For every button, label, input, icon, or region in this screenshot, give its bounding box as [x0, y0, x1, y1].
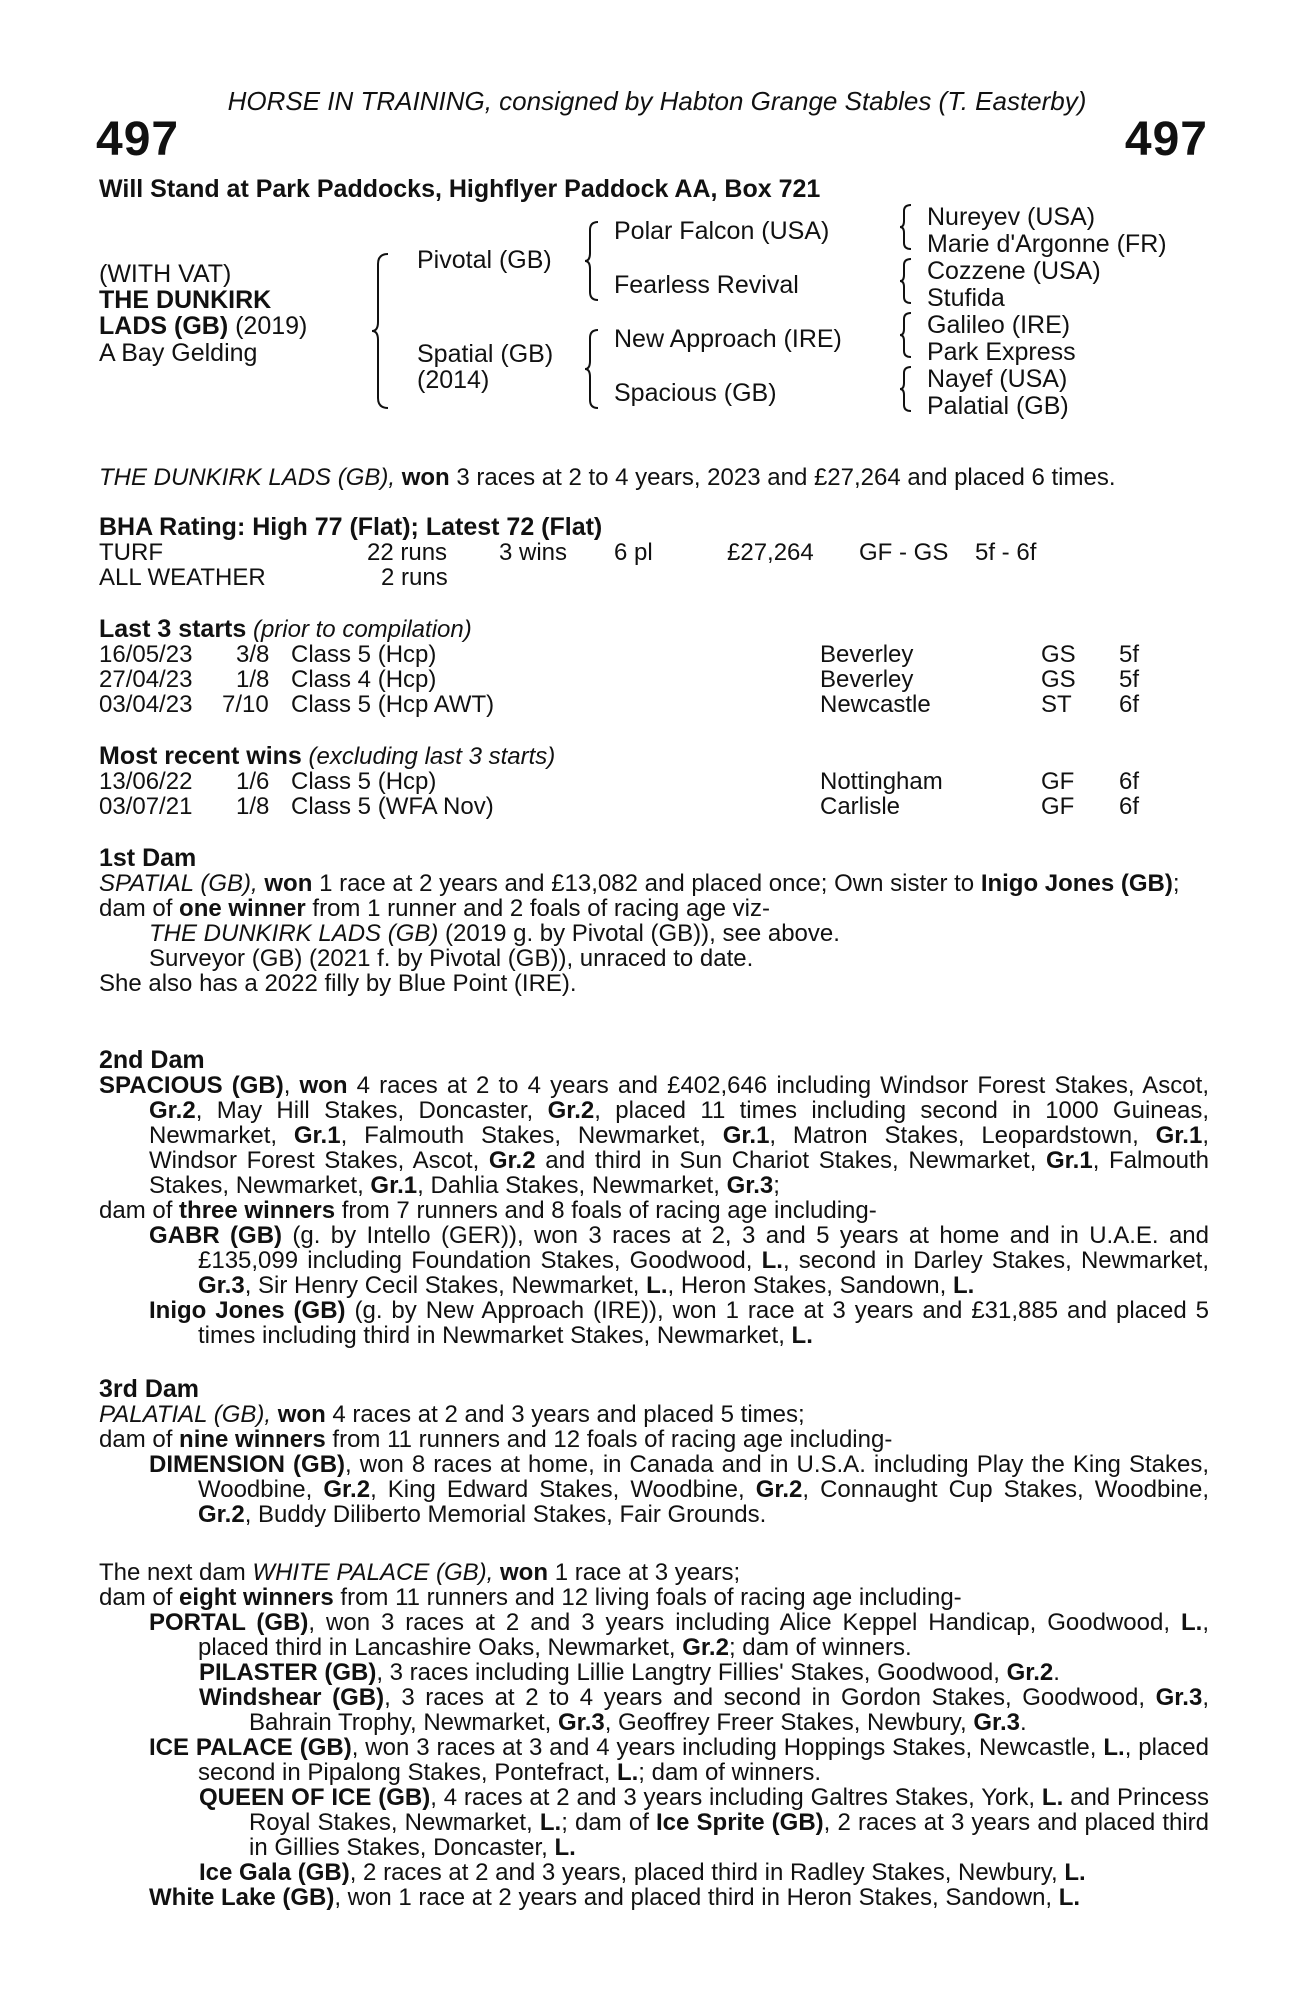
pedigree-brace	[898, 365, 916, 413]
win-row: 03/07/21 1/8 Class 5 (WFA Nov) Carlisle GF 6f	[99, 793, 1140, 820]
sire-dam: Fearless Revival	[614, 271, 799, 299]
recent-wins-block: Most recent wins (excluding last 3 starts) 13/06/22 1/6 Class 5 (Hcp) Nottingham GF 6f 03/07/21 1/8 Class 5 (WFA Nov) Carlisle GF 6f	[99, 744, 1209, 819]
last-starts-block: Last 3 starts (prior to compilation) 16/05/23 3/8 Class 5 (Hcp) Beverley GS 5f 27/04/23 1/8 Class 4 (Hcp) Beverley GS 5f 03/04/23 7/10 Class 5 (Hcp AWT) Newcastle ST 6f	[99, 617, 1209, 717]
dam-record: The next dam WHITE PALACE (GB), won 1 race at 3 years;	[99, 1559, 741, 1586]
ratings-block	[99, 515, 1209, 590]
third-dam-section	[99, 1377, 1209, 1527]
grandsire-1: Nureyev (USA)	[927, 203, 1096, 231]
race-summary: THE DUNKIRK LADS (GB), won 3 races at 2 to 4 years, 2023 and £27,264 and placed 6 times.	[99, 464, 1116, 491]
grandsire-4: Nayef (USA)	[927, 365, 1068, 393]
produce-item: PORTAL (GB), won 3 races at 2 and 3 years including Alice Keppel Handicap, Goodwood, L., placed third in Lancashire Oaks, Newmarket, Gr.2; dam of winners.	[149, 1609, 1209, 1661]
lot-number-left: 497	[96, 113, 180, 166]
pedigree-brace	[898, 257, 916, 305]
first-dam-section	[99, 846, 1209, 996]
granddam-3: Park Express	[927, 338, 1076, 366]
pedigree-table	[0, 200, 1314, 425]
win-row: 13/06/22 1/6 Class 5 (Hcp) Nottingham GF 6f	[99, 768, 1140, 795]
granddam-2: Stufida	[927, 284, 1005, 312]
horse-description: A Bay Gelding	[99, 339, 258, 367]
pedigree-brace	[583, 220, 603, 302]
start-row: 03/04/23 7/10 Class 5 (Hcp AWT) Newcastle ST 6f	[99, 691, 1140, 718]
pedigree-brace	[583, 328, 603, 410]
pedigree-brace	[898, 203, 916, 251]
dam-sire: New Approach (IRE)	[614, 325, 842, 353]
produce-item: QUEEN OF ICE (GB), 4 races at 2 and 3 years including Galtres Stakes, York, L. and Princess Royal Stakes, Newmarket, L.; dam of Ice Sprite (GB), 2 races at 3 years and placed third in Gillies Stakes, Doncaster, L.	[199, 1784, 1210, 1861]
produce-item: Inigo Jones (GB) (g. by New Approach (IRE)), won 1 race at 3 years and £31,885 and placed 5 times including third in Newmarket Stakes, Newmarket, L.	[149, 1297, 1209, 1349]
start-row: 27/04/23 1/8 Class 4 (Hcp) Beverley GS 5f	[99, 666, 1140, 693]
produce-item: GABR (GB) (g. by Intello (GER)), won 3 races at 2, 3 and 5 years at home and in U.A.E. and £135,099 including Foundation Stakes, Goodwood, L., second in Darley Stakes, Newmarket, Gr.3, Sir Henry Cecil Stakes, Newmarket, L., Heron Stakes, Sandown, L.	[149, 1222, 1209, 1299]
produce-item: DIMENSION (GB), won 8 races at home, in Canada and in U.S.A. including Play the King Stakes, Woodbine, Gr.2, King Edward Stakes, Woodbine, Gr.2, Connaught Cup Stakes, Woodbine, Gr.2, Buddy Diliberto Memorial Stakes, Fair Grounds.	[149, 1451, 1210, 1528]
section-heading: 2nd Dam	[99, 1046, 205, 1074]
start-row: 16/05/23 3/8 Class 5 (Hcp) Beverley GS 5f	[99, 641, 1140, 668]
produce-item: THE DUNKIRK LADS (GB) (2019 g. by Pivotal (GB)), see above.	[149, 920, 840, 947]
lot-header	[0, 86, 1314, 166]
produce-item: Ice Gala (GB), 2 races at 2 and 3 years, placed third in Radley Stakes, Newbury, L.	[199, 1859, 1086, 1886]
dam-record: SPATIAL (GB), won 1 race at 2 years and £13,082 and placed once; Own sister to Inigo Jones (GB);	[99, 870, 1180, 897]
dam-dam: Spacious (GB)	[614, 379, 777, 407]
horse-name-line2: LADS (GB) (2019)	[99, 312, 308, 340]
stand-location: Will Stand at Park Paddocks, Highflyer Paddock AA, Box 721	[99, 175, 821, 203]
horse-name-line1: THE DUNKIRK	[99, 286, 272, 314]
dam: Spatial (GB)	[417, 340, 554, 368]
dam-produce: dam of one winner from 1 runner and 2 foals of racing age viz-	[99, 895, 770, 922]
dam-record: SPACIOUS (GB), won 4 races at 2 to 4 years and £402,646 including Windsor Forest Stakes, Ascot, Gr.2, May Hill Stakes, Doncaster, Gr.2, placed 11 times including second in 1000 Guineas, Newmarket, Gr.1, Falmouth Stakes, Newmarket, Gr.1, Matron Stakes, Leopardstown, Gr.1, Windsor Forest Stakes, Ascot, Gr.2 and third in Sun Chariot Stakes, Newmarket, Gr.1, Falmouth Stakes, Newmarket, Gr.1, Dahlia Stakes, Newmarket, Gr.3;	[99, 1072, 1210, 1199]
pedigree-brace	[370, 252, 394, 410]
section-heading: 3rd Dam	[99, 1375, 200, 1403]
produce-item: Surveyor (GB) (2021 f. by Pivotal (GB)), unraced to date.	[149, 945, 754, 972]
produce-item: Windshear (GB), 3 races at 2 to 4 years and second in Gordon Stakes, Goodwood, Gr.3, Bahrain Trophy, Newmarket, Gr.3, Geoffrey Freer Stakes, Newbury, Gr.3.	[199, 1684, 1209, 1736]
granddam-4: Palatial (GB)	[927, 392, 1069, 420]
produce-item: ICE PALACE (GB), won 3 races at 3 and 4 years including Hoppings Stakes, Newcastle, L., placed second in Pipalong Stakes, Pontefract, L.; dam of winners.	[149, 1734, 1209, 1786]
sire-sire: Polar Falcon (USA)	[614, 217, 830, 245]
ratings-heading: BHA Rating: High 77 (Flat); Latest 72 (Flat)	[99, 513, 603, 541]
produce-item: White Lake (GB), won 1 race at 2 years and placed third in Heron Stakes, Sandown, L.	[149, 1884, 1081, 1911]
produce-item: PILASTER (GB), 3 races including Lillie Langtry Fillies' Stakes, Goodwood, Gr.2.	[199, 1659, 1060, 1686]
ratings-row-turf: TURF 22 runs 3 wins 6 pl £27,264 GF - GS 5f - 6f	[99, 539, 1037, 566]
second-dam-section	[99, 1048, 1209, 1348]
produce-note: She also has a 2022 filly by Blue Point (IRE).	[99, 970, 577, 997]
lot-number-right: 497	[1124, 113, 1208, 166]
pedigree-brace	[898, 311, 916, 359]
dam-produce: dam of nine winners from 11 runners and 12 foals of racing age including-	[99, 1426, 893, 1453]
dam-year: (2014)	[417, 366, 490, 394]
dam-record: PALATIAL (GB), won 4 races at 2 and 3 years and placed 5 times;	[99, 1401, 805, 1428]
next-dam-section	[99, 1560, 1209, 1910]
vat-label: (WITH VAT)	[99, 260, 232, 288]
sire: Pivotal (GB)	[417, 246, 552, 274]
grandsire-2: Cozzene (USA)	[927, 257, 1101, 285]
consignment-line: HORSE IN TRAINING, consigned by Habton Grange Stables (T. Easterby)	[227, 86, 1087, 116]
grandsire-3: Galileo (IRE)	[927, 311, 1071, 339]
ratings-row-aw: ALL WEATHER 2 runs	[99, 564, 448, 591]
dam-produce: dam of three winners from 7 runners and 8 foals of racing age including-	[99, 1197, 877, 1224]
section-heading: 1st Dam	[99, 844, 197, 872]
granddam-1: Marie d'Argonne (FR)	[927, 230, 1167, 258]
dam-produce: dam of eight winners from 11 runners and 12 living foals of racing age including-	[99, 1584, 962, 1611]
